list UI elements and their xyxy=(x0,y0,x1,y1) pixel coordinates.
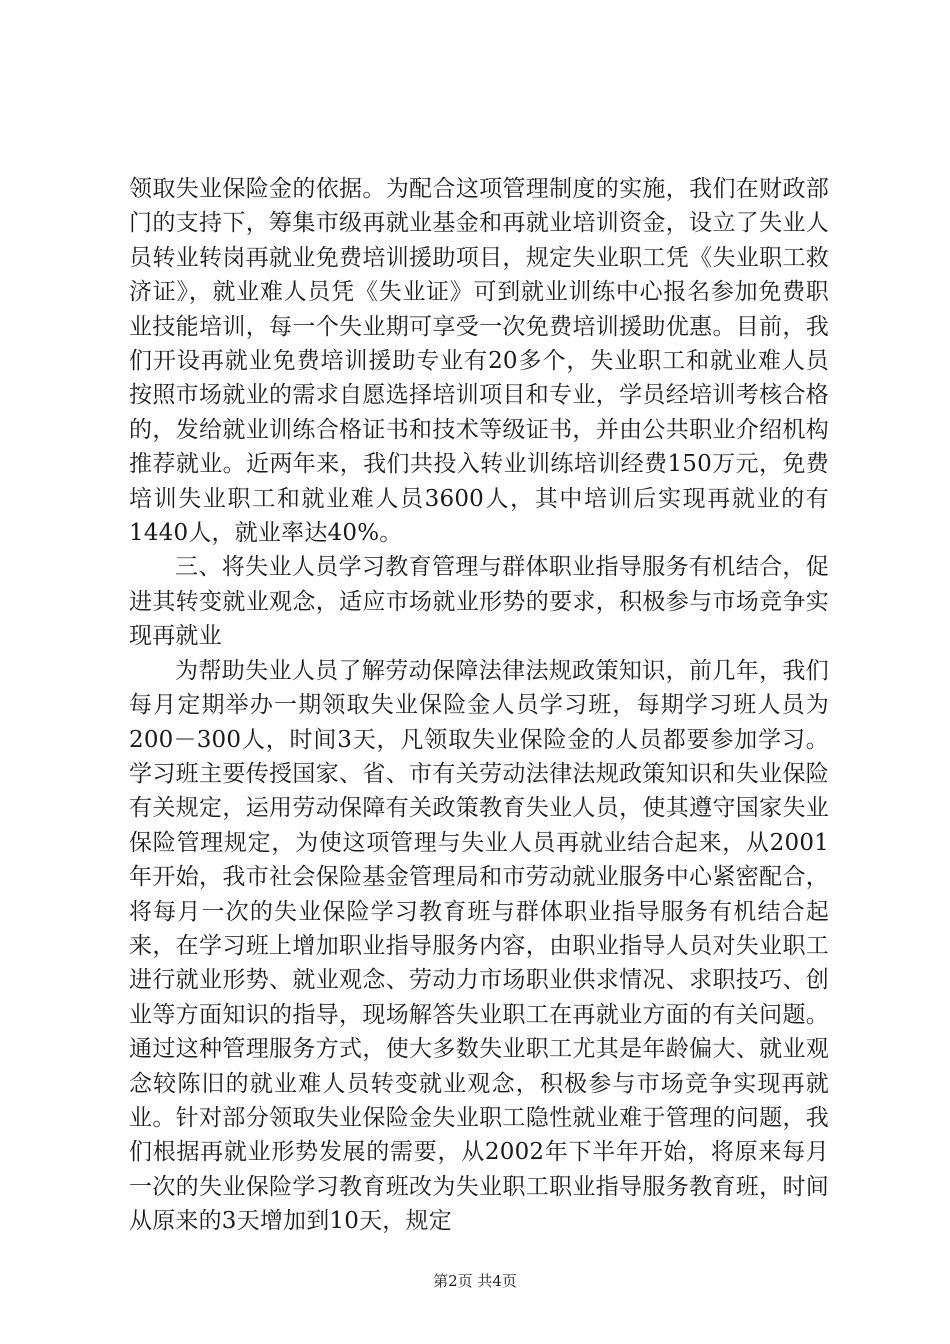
section-heading-three: 三、将失业人员学习教育管理与群体职业指导服务有机结合，促进其转变就业观念，适应市场就业形势的要求，积极参与市场竞争实现再就业 xyxy=(129,554,829,650)
paragraph-body: 为帮助失业人员了解劳动保障法律法规政策知识，前几年，我们每月定期举办一期领取失业保险金人员学习班，每期学习班人员为200－300人，时间3天，凡领取失业保险金的人员都要参加学习。学习班主要传授国家、省、市有关劳动法律法规政策知识和失业保险有关规定，运用劳动保障有关政策教育失业人员，使其遵守国家失业保险管理规定，为使这项管理与失业人员再就业结合起来，从2001年开始，我市社会保险基金管理局和市劳动就业服务中心紧密配合，将每月一次的失业保险学习教育班与群体职业指导服务有机结合起来，在学习班上增加职业指导服务内容，由职业指导人员对失业职工进行就业形势、就业观念、劳动力市场职业供求情况、求职技巧、创业等方面知识的指导，现场解答失业职工在再就业方面的有关问题。通过这种管理服务方式，使大多数失业职工尤其是年龄偏大、就业观念较陈旧的就业难人员转变就业观念，积极参与市场竞争实现再就业。针对部分领取失业保险金失业职工隐性就业难于管理的问题，我们根据再就业形势发展的需要，从2002年下半年开始，将原来每月一次的失业保险学习教育班改为失业职工职业指导服务教育班，时间从原来的3天增加到10天，规定 xyxy=(129,657,829,1235)
paragraph-continuation: 领取失业保险金的依据。为配合这项管理制度的实施，我们在财政部门的支持下，筹集市级再就业基金和再就业培训资金，设立了失业人员转业转岗再就业免费培训援助项目，规定失业职工凭《失业职工救济证》，就业难人员凭《失业证》可到就业训练中心报名参加免费职业技能培训，每一个失业期可享受一次免费培训援助优惠。目前，我们开设再就业免费培训援助专业有20多个，失业职工和就业难人员按照市场就业的需求自愿选择培训项目和专业，学员经培训考核合格的，发给就业训练合格证书和技术等级证书，并由公共职业介绍机构推荐就业。近两年来，我们共投入转业训练培训经费150万元，免费培训失业职工和就业难人员3600人，其中培训后实现再就业的有1440人，就业率达40%。 xyxy=(129,176,829,547)
document-body xyxy=(129,172,829,1239)
page-footer xyxy=(0,1270,950,1291)
page-number-label: 第2页 共4页 xyxy=(433,1272,517,1290)
